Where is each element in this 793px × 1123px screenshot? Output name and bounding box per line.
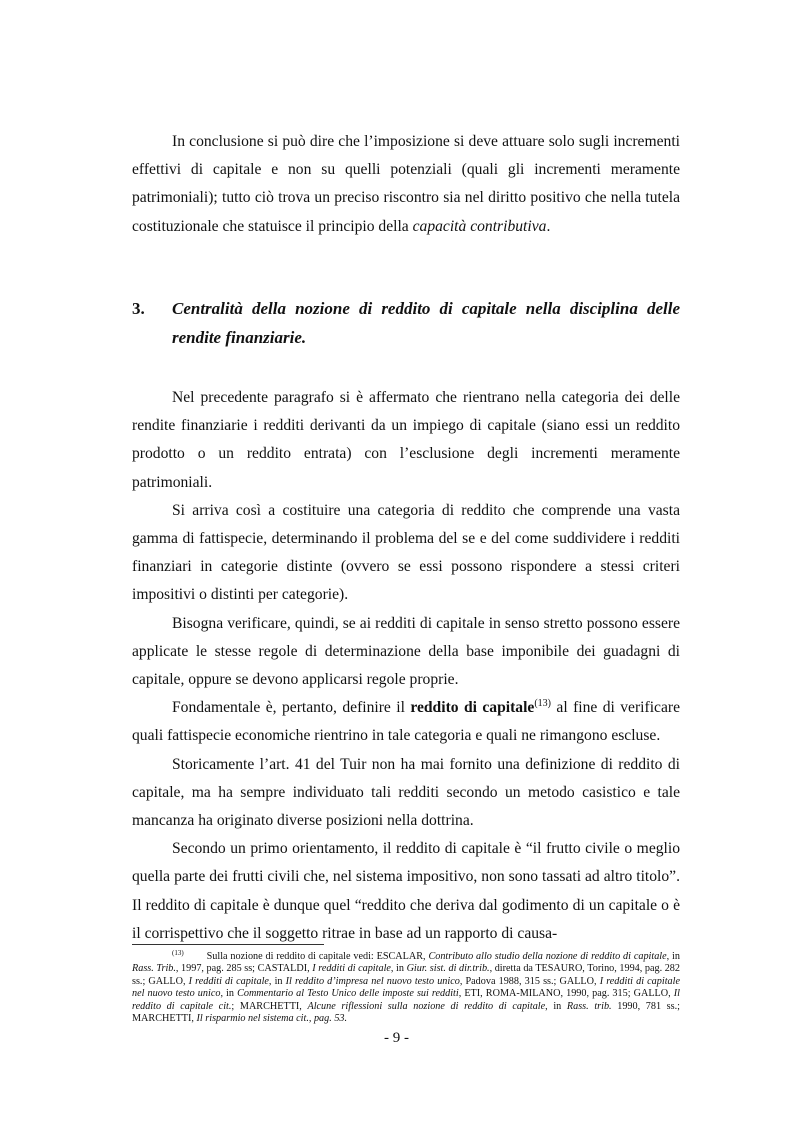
section-body	[132, 384, 680, 948]
footnote-reference[interactable]: (13)	[534, 698, 552, 710]
paragraph: Fondamentale è, pertanto, definire il reddito di capitale$^{(13)}$ al fine di verificare quali fattispecie economiche rientrino in tale categoria e quali ne rimangono escluse.	[132, 698, 680, 745]
paragraph: Si arriva così a costituire una categoria di reddito che comprende una vasta gamma di fattispecie, determinando il problema del se e del come suddividere i redditi finanziari in categorie distinte (ovvero se essi possono rispondere a stessi criteri impositivi o distinti per categorie).	[132, 501, 680, 604]
footnote-marker: (13)	[172, 949, 184, 957]
page-number: - 9 -	[384, 1030, 409, 1046]
paragraph: Bisogna verificare, quindi, se ai redditi di capitale in senso stretto possono essere applicate le stesse regole di determinazione della base imponibile dei guadagni di capitale, oppure se devono applicarsi regole proprie.	[132, 614, 680, 689]
footnote-separator	[132, 944, 324, 945]
bold-term: reddito di capitale	[410, 699, 535, 717]
footnote: $^{(13)}$ Sulla nozione di reddito di capitale vedi: ESCALAR, Contributo allo studio della nozione di reddito di capitale, in Rass. Trib., 1997, pag. 285 ss; CASTALDI, I redditi di capitale, in Giur. sist. di dir.trib., diretta da TESAURO, Torino, 1994, pag. 282 ss.; GALLO, I redditi di capitale, in Il reddito d’impresa nel nuovo testo unico, Padova 1988, 315 ss.; GALLO, I redditi di capitale nel nuovo testo unico, in Commentario al Testo Unico delle imposte sui redditi, ETI, ROMA-MILANO, 1990, pag. 315; GALLO, Il reddito di capitale cit.; MARCHETTI, Alcune riflessioni sulla nozione di reddito di capitale, in Rass. trib. 1990, 781 ss.; MARCHETTI, Il risparmio nel sistema cit., pag. 53.	[132, 949, 680, 1025]
paragraph: Secondo un primo orientamento, il reddito di capitale è “il frutto civile o meglio quella parte dei frutti civili che, nel sistema impositivo, non sono tassati ad altro titolo”. Il reddito di capitale è dunque quel “reddito che deriva dal godimento di un capitale o è il corrispettivo che il soggetto ritrae in base ad un rapporto di causa-	[132, 840, 680, 942]
emphasis-capacita: capacità contributiva	[412, 217, 547, 235]
section-heading	[132, 294, 680, 352]
conclusion-paragraph: In conclusione si può dire che l’imposizione si deve attuare solo sugli incrementi effettivi di capitale e non su quelli potenziali (quali gli incrementi meramente patrimoniali); tutto ciò trova un preciso riscontro sia nel diritto positivo che nella tutela costituzionale che statuisce il principio della capacità contributiva.	[132, 133, 680, 235]
section-title: Centralità della nozione di reddito di capitale nella disciplina delle rendite finanziarie.	[172, 299, 680, 347]
section-number: 3.	[132, 299, 145, 318]
paragraph: Storicamente l’art. 41 del Tuir non ha mai fornito una definizione di reddito di capitale, ma ha sempre individuato tali redditi secondo un metodo casistico e tale mancanza ha originato diverse posizioni nella dottrina.	[132, 755, 680, 830]
paragraph: Nel precedente paragrafo si è affermato che rientrano nella categoria dei delle rendite finanziarie i redditi derivanti da un impiego di capitale (siano essi un reddito prodotto o un reddito entrata) con l’esclusione degli incrementi meramente patrimoniali.	[132, 389, 680, 491]
